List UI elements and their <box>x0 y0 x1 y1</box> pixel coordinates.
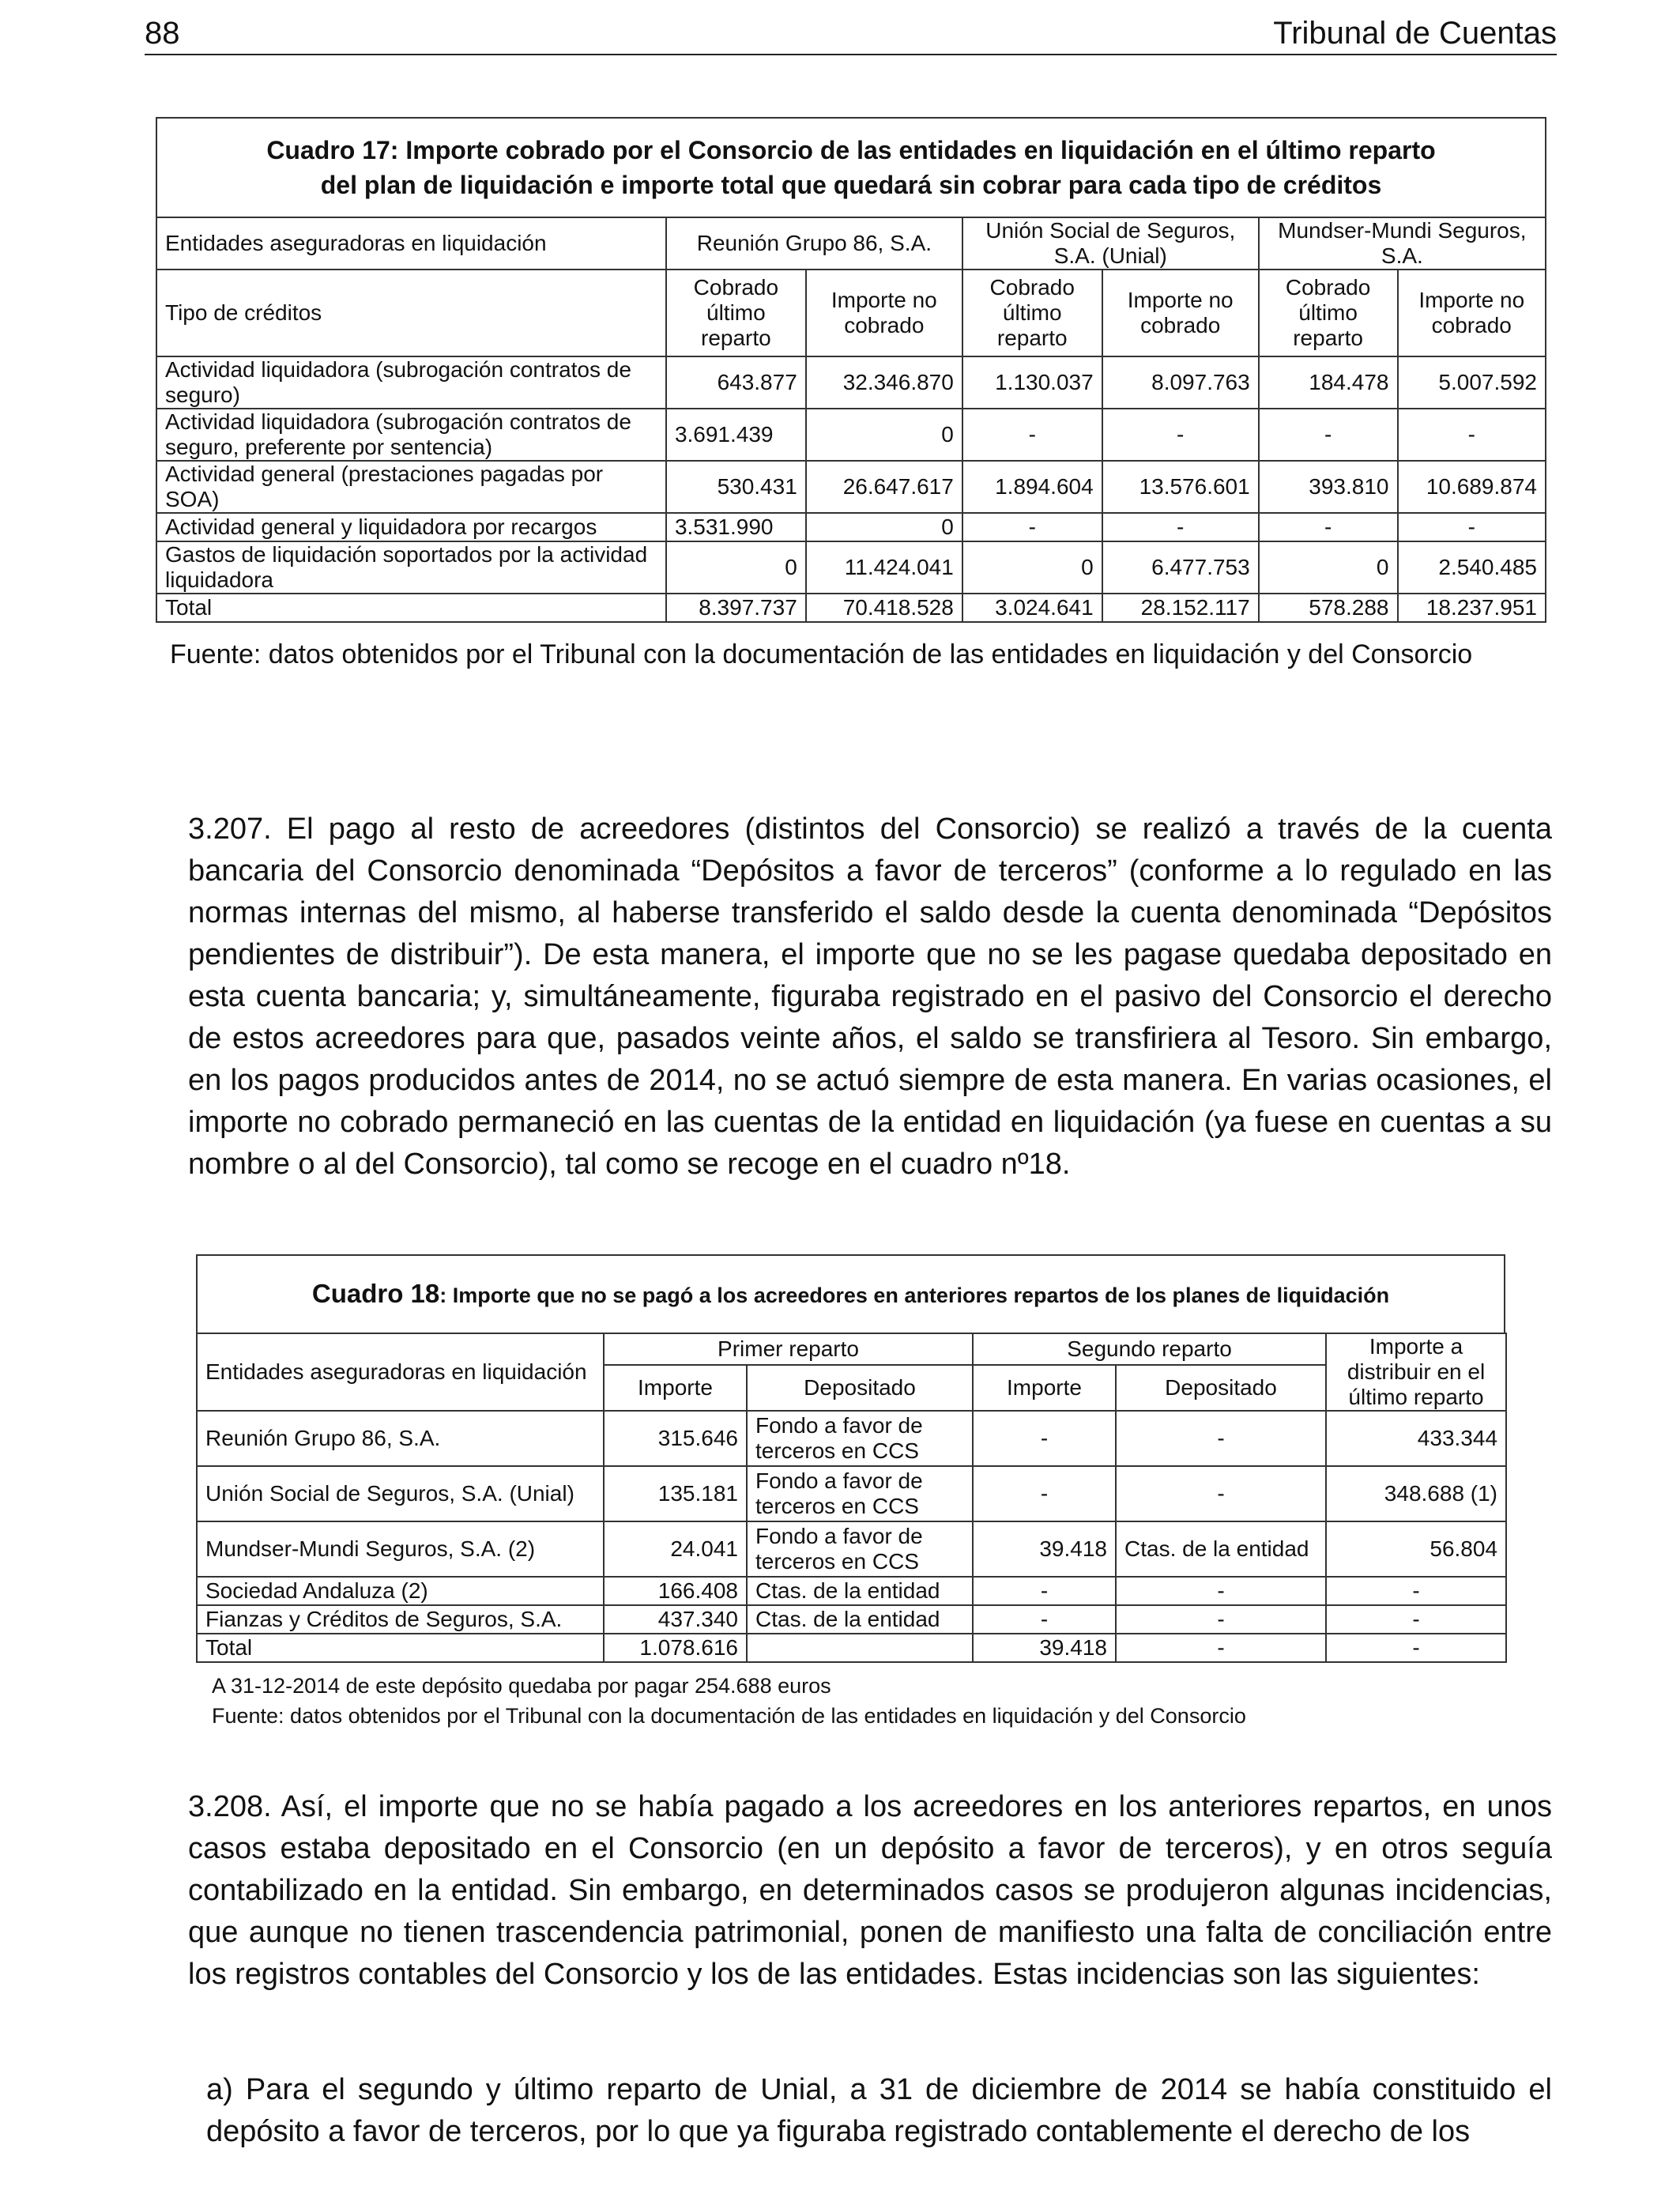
header-entidades: Entidades aseguradoras en liquidación <box>156 217 666 270</box>
subheader-importe: Importe <box>973 1365 1116 1411</box>
header-segundo-reparto: Segundo reparto <box>973 1333 1326 1365</box>
cell: 28.152.117 <box>1102 594 1259 622</box>
cell: Fondo a favor de terceros en CCS <box>747 1521 973 1577</box>
table-row <box>197 1521 1506 1577</box>
table-row <box>156 409 1546 461</box>
row-label: Actividad liquidadora (subrogación contratos de seguro) <box>156 356 666 409</box>
cell: 3.531.990 <box>666 513 806 541</box>
cuadro-18-caption <box>196 1254 1505 1333</box>
cell: 184.478 <box>1259 356 1398 409</box>
cell: 39.418 <box>973 1634 1116 1662</box>
cell: 39.418 <box>973 1521 1116 1577</box>
page-number: 88 <box>145 16 180 51</box>
cell: 0 <box>806 513 962 541</box>
table-row <box>156 356 1546 409</box>
cell <box>747 1634 973 1662</box>
table-row <box>156 461 1546 513</box>
cell: 643.877 <box>666 356 806 409</box>
header-entity: Unión Social de Seguros, S.A. (Unial) <box>962 217 1259 270</box>
total-row <box>197 1634 1506 1662</box>
row-entity: Sociedad Andaluza (2) <box>197 1577 604 1605</box>
subheader-cobrado: Cobrado último reparto <box>666 270 806 356</box>
cell: 0 <box>1259 541 1398 594</box>
cuadro-18 <box>196 1254 1505 1663</box>
row-entity: Unión Social de Seguros, S.A. (Unial) <box>197 1466 604 1521</box>
running-title: Tribunal de Cuentas <box>1273 16 1557 51</box>
paragraph-item-a: a) Para el segundo y último reparto de Unial, a 31 de diciembre de 2014 se había constituido el depósito a favor de terceros, por lo que ya figuraba registrado contablemente el derecho de los <box>206 2073 1552 2148</box>
cell: 0 <box>666 541 806 594</box>
table-row <box>156 541 1546 594</box>
cell: 1.078.616 <box>604 1634 747 1662</box>
cell: - <box>1116 1466 1326 1521</box>
header-tipo: Tipo de créditos <box>156 270 666 356</box>
row-entity: Total <box>197 1634 604 1662</box>
header-entidades: Entidades aseguradoras en liquidación <box>197 1333 604 1411</box>
subheader-depositado: Depositado <box>1116 1365 1326 1411</box>
row-entity: Reunión Grupo 86, S.A. <box>197 1411 604 1466</box>
table-row <box>197 1466 1506 1521</box>
cell: - <box>962 409 1102 461</box>
cuadro-17-source: Fuente: datos obtenidos por el Tribunal con la documentación de las entidades en liquidación y del Consorcio <box>170 639 1473 669</box>
cell: - <box>1102 409 1259 461</box>
cell: 56.804 <box>1326 1521 1506 1577</box>
subheader-no-cobrado: Importe no cobrado <box>1102 270 1259 356</box>
cell: - <box>973 1577 1116 1605</box>
subheader-no-cobrado: Importe no cobrado <box>1398 270 1546 356</box>
table-row <box>197 1577 1506 1605</box>
table-row <box>197 1605 1506 1634</box>
paragraph-3-207: 3.207. El pago al resto de acreedores (distintos del Consorcio) se realizó a través de la cuenta bancaria del Consorcio denominada “Depósitos a favor de terceros” (conforme a lo regulado en las normas internas del mismo, al haberse transferido el saldo desde la cuenta denominada “Depósitos pendientes de distribuir”). De esta manera, el importe que no se les pagase quedaba depositado en esta cuenta bancaria; y, simultáneamente, figuraba registrado en el pasivo del Consorcio el derecho de estos acreedores para que, pasados veinte años, el saldo se transfiriera al Tesoro. Sin embargo, en los pagos producidos antes de 2014, no se actuó siempre de esta manera. En varias ocasiones, el importe no cobrado permaneció en las cuentas de la entidad en liquidación (ya fuese en cuentas a su nombre o al del Consorcio), tal como se recoge en el cuadro nº18. <box>188 812 1552 1181</box>
table-row <box>197 1411 1506 1466</box>
cell: - <box>1102 513 1259 541</box>
cell: 166.408 <box>604 1577 747 1605</box>
page-header <box>145 13 1557 55</box>
header-ultimo-reparto: Importe a distribuir en el último reparto <box>1326 1333 1506 1411</box>
subheader-depositado: Depositado <box>747 1365 973 1411</box>
cell: 2.540.485 <box>1398 541 1546 594</box>
cuadro-17 <box>156 117 1546 623</box>
cell: 578.288 <box>1259 594 1398 622</box>
cell: 11.424.041 <box>806 541 962 594</box>
paragraph-3-208: 3.208. Así, el importe que no se había pagado a los acreedores en los anteriores repartos, en unos casos estaba depositado en el Consorcio (en un depósito a favor de terceros), y en otros seguía contabilizado en la entidad. Sin embargo, en determinados casos se produjeron algunas incidencias, que aunque no tienen trascendencia patrimonial, ponen de manifiesto una falta de conciliación entre los registros contables del Consorcio y los de las entidades. Estas incidencias son las siguientes: <box>188 1790 1552 1991</box>
cell: - <box>1398 409 1546 461</box>
cell: Ctas. de la entidad <box>747 1577 973 1605</box>
caption-line-2: del plan de liquidación e importe total que quedará sin cobrar para cada tipo de créditos <box>320 171 1382 199</box>
cell: - <box>973 1605 1116 1634</box>
cell: 10.689.874 <box>1398 461 1546 513</box>
row-entity: Mundser-Mundi Seguros, S.A. (2) <box>197 1521 604 1577</box>
subheader-cobrado: Cobrado último reparto <box>962 270 1102 356</box>
row-label: Actividad general y liquidadora por recargos <box>156 513 666 541</box>
cuadro-18-source: Fuente: datos obtenidos por el Tribunal con la documentación de las entidades en liquidación y del Consorcio <box>212 1704 1246 1728</box>
cell: 3.691.439 <box>666 409 806 461</box>
row-entity: Fianzas y Créditos de Seguros, S.A. <box>197 1605 604 1634</box>
cell: 24.041 <box>604 1521 747 1577</box>
cell: 437.340 <box>604 1605 747 1634</box>
cell: - <box>1326 1577 1506 1605</box>
cell: 18.237.951 <box>1398 594 1546 622</box>
cuadro-17-caption <box>156 117 1546 217</box>
cell: 8.097.763 <box>1102 356 1259 409</box>
cell: - <box>1116 1577 1326 1605</box>
subheader-cobrado: Cobrado último reparto <box>1259 270 1398 356</box>
cell: - <box>1116 1411 1326 1466</box>
cuadro-17-table <box>156 217 1546 623</box>
cell: 393.810 <box>1259 461 1398 513</box>
cell: - <box>1116 1605 1326 1634</box>
cell: Ctas. de la entidad <box>747 1605 973 1634</box>
caption-title: Cuadro 18 <box>311 1279 440 1308</box>
cell: 315.646 <box>604 1411 747 1466</box>
table-row <box>156 513 1546 541</box>
cell: 13.576.601 <box>1102 461 1259 513</box>
cell: - <box>1259 513 1398 541</box>
cell: 1.130.037 <box>962 356 1102 409</box>
row-label: Actividad liquidadora (subrogación contratos de seguro, preferente por sentencia) <box>156 409 666 461</box>
cell: 1.894.604 <box>962 461 1102 513</box>
header-entity: Mundser-Mundi Seguros, S.A. <box>1259 217 1546 270</box>
entity-header-row <box>156 217 1546 270</box>
header-row <box>197 1333 1506 1365</box>
cell: Ctas. de la entidad <box>1116 1521 1326 1577</box>
cell: - <box>973 1466 1116 1521</box>
row-label: Actividad general (prestaciones pagadas por SOA) <box>156 461 666 513</box>
cell: - <box>1398 513 1546 541</box>
cell: Fondo a favor de terceros en CCS <box>747 1411 973 1466</box>
caption-text: : Importe que no se pagó a los acreedores en anteriores repartos de los planes de liquidación <box>439 1284 1390 1307</box>
cell: 32.346.870 <box>806 356 962 409</box>
cell: - <box>1116 1634 1326 1662</box>
header-entity: Reunión Grupo 86, S.A. <box>666 217 962 270</box>
cell: Fondo a favor de terceros en CCS <box>747 1466 973 1521</box>
cell: 0 <box>806 409 962 461</box>
cell: 8.397.737 <box>666 594 806 622</box>
cell: - <box>1326 1634 1506 1662</box>
cell: 70.418.528 <box>806 594 962 622</box>
subheader-row <box>156 270 1546 356</box>
caption-line-1: Cuadro 17: Importe cobrado por el Consorcio de las entidades en liquidación en el último reparto <box>266 136 1436 164</box>
subheader-importe: Importe <box>604 1365 747 1411</box>
cell: 3.024.641 <box>962 594 1102 622</box>
header-primer-reparto: Primer reparto <box>604 1333 973 1365</box>
cell: 26.647.617 <box>806 461 962 513</box>
cell: 433.344 <box>1326 1411 1506 1466</box>
cell: - <box>1326 1605 1506 1634</box>
cell: - <box>962 513 1102 541</box>
subheader-no-cobrado: Importe no cobrado <box>806 270 962 356</box>
cell: 5.007.592 <box>1398 356 1546 409</box>
row-label: Gastos de liquidación soportados por la actividad liquidadora <box>156 541 666 594</box>
cell: 348.688 (1) <box>1326 1466 1506 1521</box>
row-label: Total <box>156 594 666 622</box>
cell: - <box>973 1411 1116 1466</box>
cell: 530.431 <box>666 461 806 513</box>
cell: - <box>1259 409 1398 461</box>
cell: 0 <box>962 541 1102 594</box>
cell: 6.477.753 <box>1102 541 1259 594</box>
cell: 135.181 <box>604 1466 747 1521</box>
cuadro-18-table <box>196 1333 1507 1663</box>
total-row <box>156 594 1546 622</box>
cuadro-18-note: A 31-12-2014 de este depósito quedaba por pagar 254.688 euros <box>212 1674 831 1698</box>
